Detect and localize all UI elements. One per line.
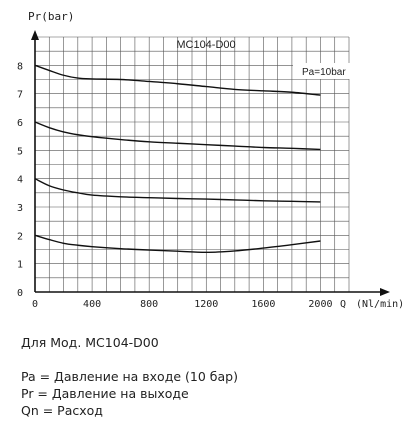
y-tick-label: 5 (16, 146, 23, 158)
y-axis-label: Pr(bar) (28, 10, 75, 23)
x-tick-label: 400 (83, 299, 102, 310)
x-tick-label: 2000 (308, 299, 333, 310)
y-axis-arrow (31, 30, 39, 40)
x-axis-arrow (380, 288, 390, 296)
x-tick-label: 1200 (194, 299, 219, 310)
tick-labels (17, 61, 333, 310)
x-axis-label: Q (340, 299, 347, 310)
pr-note: Pr = Давление на выходе (21, 386, 189, 401)
x-tick-label: 800 (140, 299, 159, 310)
qn-note: Qn = Расход (21, 403, 103, 418)
y-tick-label: 1 (16, 259, 23, 271)
chart-title: MC104-D00 (176, 39, 236, 51)
y-tick-label: 7 (16, 89, 23, 101)
y-tick-label: 6 (16, 118, 23, 129)
y-tick-label: 3 (16, 203, 23, 214)
y-tick-label: 8 (16, 61, 23, 73)
x-tick-label: 0 (31, 299, 39, 310)
y-tick-label: 2 (16, 231, 23, 243)
pa-note: Pa = Давление на входе (10 бар) (21, 369, 238, 384)
chart-notes (21, 334, 238, 419)
pressure-annotation: Pa=10bar (302, 67, 346, 78)
y-tick-label: 0 (16, 288, 23, 299)
x-tick-label: 1600 (251, 299, 276, 310)
y-tick-label: 4 (16, 174, 23, 186)
x-axis-unit: (Nl/min) (356, 299, 405, 310)
model-note: Для Мод. MC104-D00 (21, 335, 159, 350)
